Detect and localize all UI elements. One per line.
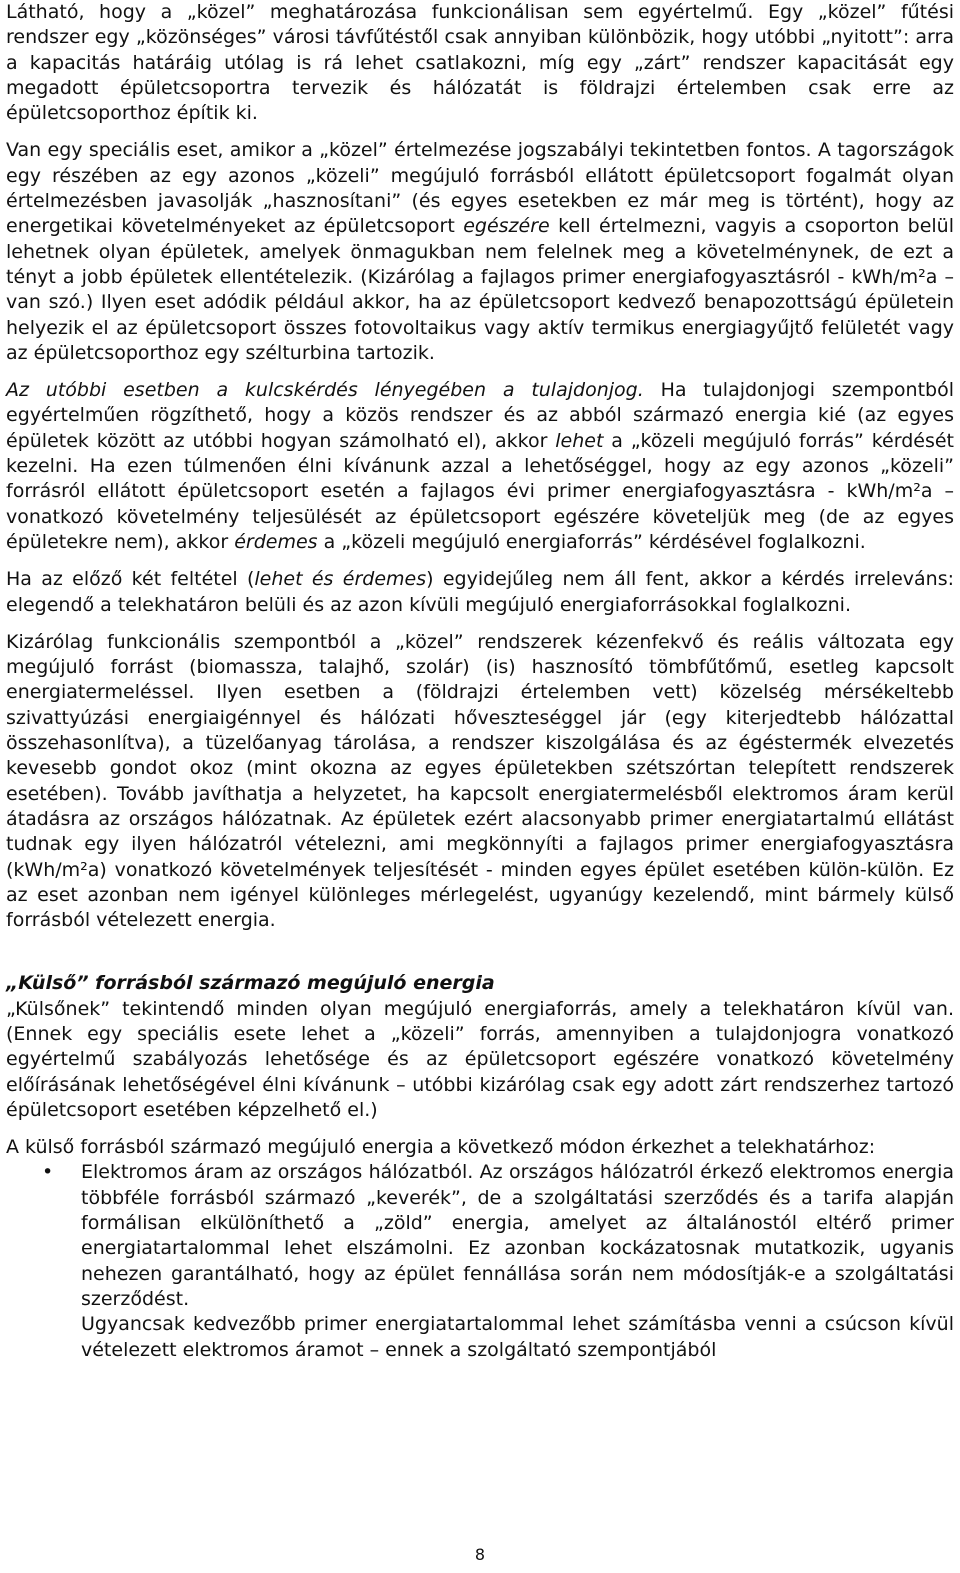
page-number: 8 — [474, 1545, 486, 1564]
list-item-text: Elektromos áram az országos hálózatból. Az országos hálózatról érkező elektromos energia többféle forrásból származó „keverék”, de a szolgáltatási szerződés és a tarifa alapján formálisan elkülöníthető a „zöld” energia, amelyet az általánostól eltérő primer energiatartalommal lehet elszámolni. Ez azonban kockázatosnak mutatkozik, ugyanis nehezen garantálható, hogy az épület fennállása során nem módosítják-e a szolgáltatási szerződést. — [81, 1161, 954, 1310]
section-paragraph-2: A külső forrásból származó megújuló energia a következő módon érkezhet a telekhatárhoz: — [6, 1136, 876, 1159]
list-item-continuation: Ugyancsak kedvezőbb primer energiatartalommal lehet számításba venni a csúcson kívül vételezett elektromos áramot – ennek a szolgáltató szempontjából — [81, 1313, 954, 1361]
bullet-list — [6, 1160, 954, 1362]
paragraph-3: Az utóbbi esetben a kulcskérdés lényegében a tulajdonjog. Ha tulajdonjogi szempontból egyértelműen rögzíthető, hogy a közös rendszer és az abból származó energia kié (az egyes épületek között az utóbbi hogyan számolható el), akkor lehet a „közeli megújuló forrás” kérdését kezelni. Ha ezen túlmenően élni kívánunk azzal a lehetőséggel, hogy az egy azonos „közeli” forrásról ellátott épületcsoport esetén a fajlagos évi primer energiafogyasztásra - kWh/m²a – vonatkozó követelmény teljesülését az épületcsoport egészére követeljük meg (de az egyes épületekre nem), akkor érdemes a „közeli megújuló energiaforrás” kérdésével foglalkozni. — [6, 379, 955, 553]
paragraph-5: Kizárólag funkcionális szempontból a „közel” rendszerek kézenfekvő és reális változata egy megújuló forrást (biomassza, talajhő, szolár) (is) hasznosító tömbfűtőmű, esetleg kapcsolt energiatermeléssel. Ilyen esetben a (földrajzi értelemben vett) közelség mérsékeltebb szivattyúzási energiaigénnyel és hálózati hőveszteséggel jár (egy kiterjedtebb hálózattal összehasonlítva), a tüzelőanyag tárolása, a rendszer kiszolgálása és az égéstermék elvezetés kevesebb gondot okoz (mint okozna az egyes épületekben szétszórtan telepített rendszerek esetében). Tovább javíthatja a helyzetet, ha kapcsolt energiatermelésből elektromos áram kerül átadásra az országos hálózatnak. Az épületek ezért alacsonyabb primer energiatartalmú ellátást tudnak egy ilyen hálózatról vételezni, ami megkönnyíti a fajlagos primer energiafogyasztásra (kWh/m²a) vonatkozó követelmények teljesítését - minden egyes épület esetében külön-külön. Ez az eset azonban nem igényel különleges mérlegelést, ugyanúgy kezelendő, mint bármely külső forrásból vételezett energia. — [6, 630, 954, 932]
paragraph-1: Látható, hogy a „közel” meghatározása funkcionálisan sem egyértelmű. Egy „közel” fűtési rendszer egy „közönséges” városi távfűtéstől csak annyiban különbözik, hogy utóbbi „nyitott”: arra a kapacitás határáig utólag is rá lehet csatlakozni, míg egy „zárt” rendszer kapacitását egy megadott épületcsoportra tervezik és hálózatát is földrajzi értelemben csak erre az épületcsoporthoz építik ki. — [6, 1, 954, 125]
bullet-marker: • — [42, 1161, 54, 1184]
list-item — [6, 1160, 954, 1362]
document-page — [6, 0, 954, 1363]
paragraph-2: Van egy speciális eset, amikor a „közel” értelmezése jogszabályi tekintetben fontos. A tagországok egy részében az egy azonos „közeli” megújuló forrásból ellátott épületcsoport fogalmát olyan értelmezésben javasolják „hasznosítani” (és egyes esetekben ez már meg is történt), hogy az energetikai követelményeket az épületcsoport egészére kell értelmezni, vagyis a csoporton belül lehetnek olyan épületek, amelyek önmagukban nem felelnek meg a követelménynek, de ezt a tényt a jobb épületek ellentételezik. (Kizárólag a fajlagos primer energiafogyasztásról - kWh/m²a – van szó.) Ilyen eset adódik például akkor, ha az épületcsoport kedvező benapozottságú épületein helyezik el az épületcsoport összes fotovoltaikus vagy aktív termikus energiagyűjtő felületét vagy az épületcsoporthoz egy szélturbina tartozik. — [6, 139, 954, 364]
section-paragraph-1: „Külsőnek” tekintendő minden olyan megújuló energiaforrás, amely a telekhatáron kívül van. (Ennek egy speciális esete lehet a „közeli” forrás, amennyiben a tulajdonjogra vonatkozó egyértelmű szabályozás lehetősége és az épületcsoport egészére vonatkozó követelmény előírásának lehetőségével élni kívánunk – utóbbi kizárólag csak egy adott zárt rendszerhez tartozó épületcsoport esetében képzelhető el.) — [6, 997, 954, 1121]
paragraph-4: Ha az előző két feltétel (lehet és érdemes) egyidejűleg nem áll fent, akkor a kérdés irreleváns: elegendő a telekhatáron belüli és az azon kívüli megújuló energiaforrásokkal foglalkozni. — [6, 568, 954, 616]
section-heading: „Külső” forrásból származó megújuló energia — [6, 972, 495, 995]
